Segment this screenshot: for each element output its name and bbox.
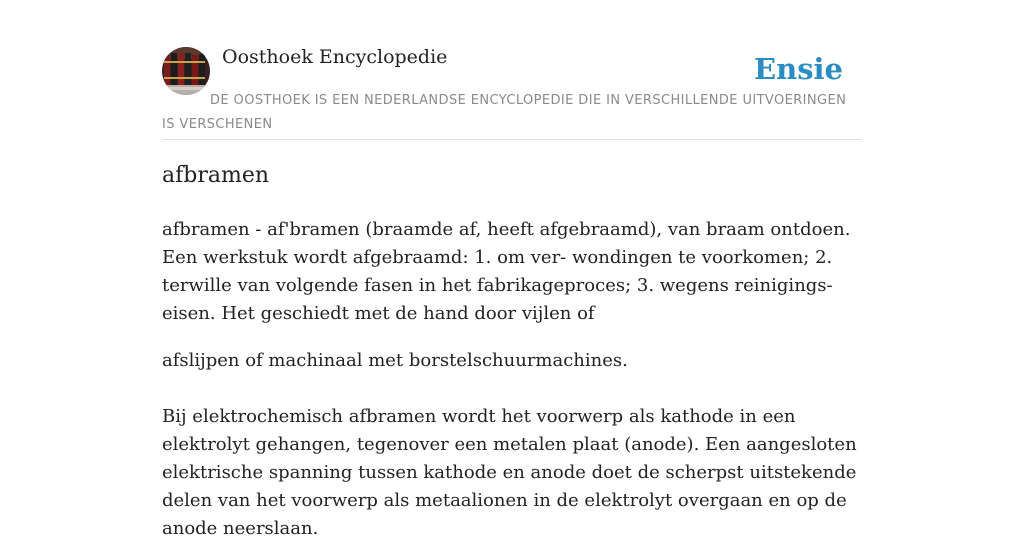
- article-title: afbramen: [162, 163, 270, 188]
- ensie-logo[interactable]: Ensie: [754, 52, 843, 86]
- article-paragraph: afslijpen of machinaal met borstelschuurmachines.: [162, 350, 628, 371]
- avatar-image: [162, 47, 210, 95]
- source-header: [162, 0, 862, 140]
- article-paragraph: Bij elektrochemisch afbramen wordt het voorwerp als kathode in een elektrolyt gehangen, tegenover een metalen plaat (anode). Een aangesloten elektrische spanning tussen kathode en anode doet de scherpst uitstekende delen van het voorwerp als metaalionen in de elektrolyt overgaan en op de anode neerslaan.: [162, 406, 857, 539]
- article-paragraph: afbramen - af'bramen (braamde af, heeft afgebraamd), van braam ontdoen. Een werkstuk wordt afgebraamd: 1. om ver- wondingen te voorkomen; 2. terwille van volgende fasen in het fabrikageproces; 3. wegens reinigings-eisen. Het geschiedt met de hand door vijlen of: [162, 219, 851, 324]
- page-container: [162, 0, 862, 539]
- source-description: DE OOSTHOEK IS EEN NEDERLANDSE ENCYCLOPEDIE DIE IN VERSCHILLENDE UITVOERINGEN IS VERSCHENEN: [162, 93, 847, 132]
- source-title[interactable]: Oosthoek Encyclopedie: [222, 46, 448, 68]
- encyclopedia-books-icon[interactable]: [162, 47, 210, 95]
